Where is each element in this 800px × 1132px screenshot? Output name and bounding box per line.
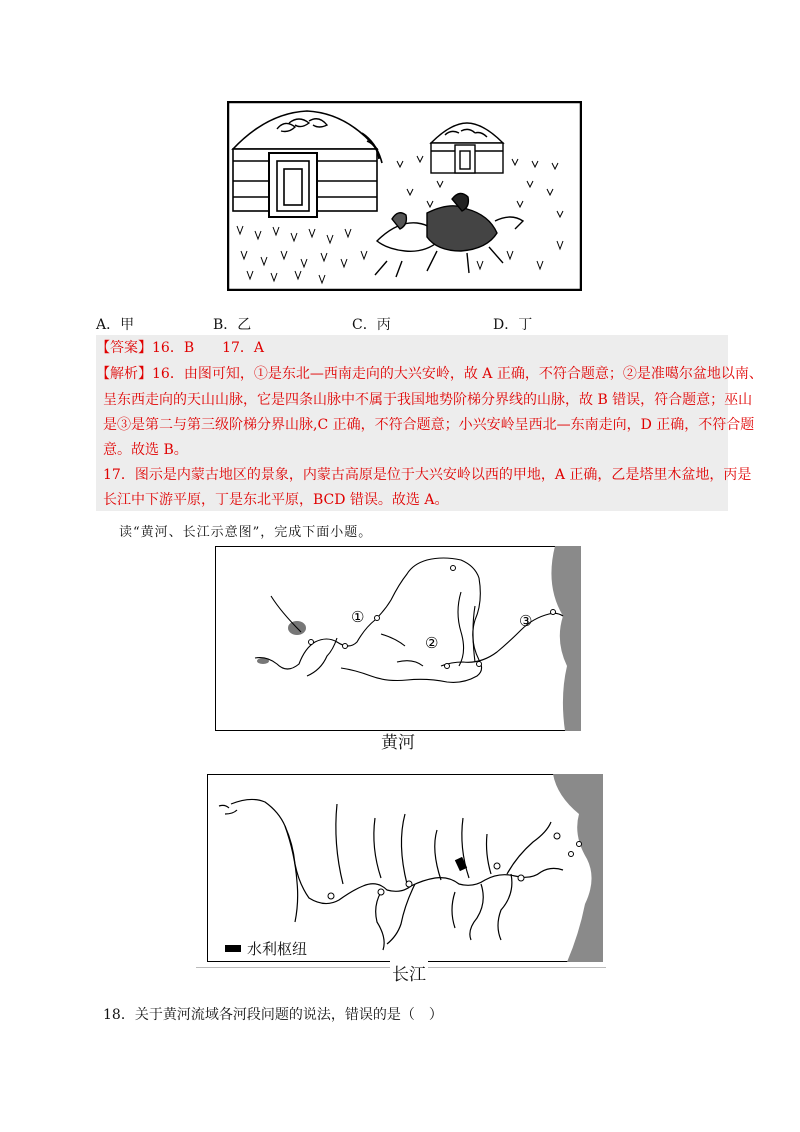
yellow-river-caption: 黄河: [381, 733, 415, 753]
legend-label: 水利枢纽: [247, 940, 308, 958]
label-2: ②: [425, 634, 439, 652]
question-intro: 读“黄河、长江示意图”，完成下面小题。: [119, 525, 373, 540]
label-3: ③: [519, 612, 533, 630]
dam-legend-swatch: [225, 945, 241, 952]
label-1: ①: [351, 608, 365, 626]
analysis-line-5: 17．图示是内蒙古地区的景象，内蒙古高原是位于大兴安岭以西的甲地，A 正确，乙是塔里木盆地，丙是: [103, 467, 752, 483]
yangtze-river-caption: 长江: [390, 960, 428, 985]
analysis-line-4: 意。故选 B。: [103, 442, 188, 458]
question-18: 18．关于黄河流域各河段问题的说法，错误的是（ ）: [103, 1007, 443, 1023]
map-legend: [225, 938, 307, 959]
grassland-yurt-illustration: [227, 101, 582, 291]
analysis-line-1: 【解析】16．由图可知，①是东北—西南走向的大兴安岭，故 A 正确，不符合题意；②是准噶尔盆地以南、: [96, 366, 763, 382]
option-d: D．丁: [493, 317, 533, 333]
analysis-line-3: 是③是第二与第三级阶梯分界山脉,C 正确，不符合题意；小兴安岭呈西北—东南走向，D 正确，不符合题: [103, 417, 755, 433]
analysis-line-2: 呈东西走向的天山山脉，它是四条山脉中不属于我国地势阶梯分界线的山脉，故 B 错误，符合题意；巫山: [103, 392, 753, 408]
option-b: B．乙: [213, 317, 252, 333]
analysis-line-6: 长江中下游平原，丁是东北平原，BCD 错误。故选 A。: [103, 492, 449, 508]
option-c: C．丙: [352, 317, 391, 333]
yellow-river-map: [215, 546, 581, 731]
answer-line: 【答案】16．B 17．A: [96, 340, 265, 356]
yangtze-river-map: [207, 774, 603, 962]
option-a: A．甲: [96, 317, 135, 333]
